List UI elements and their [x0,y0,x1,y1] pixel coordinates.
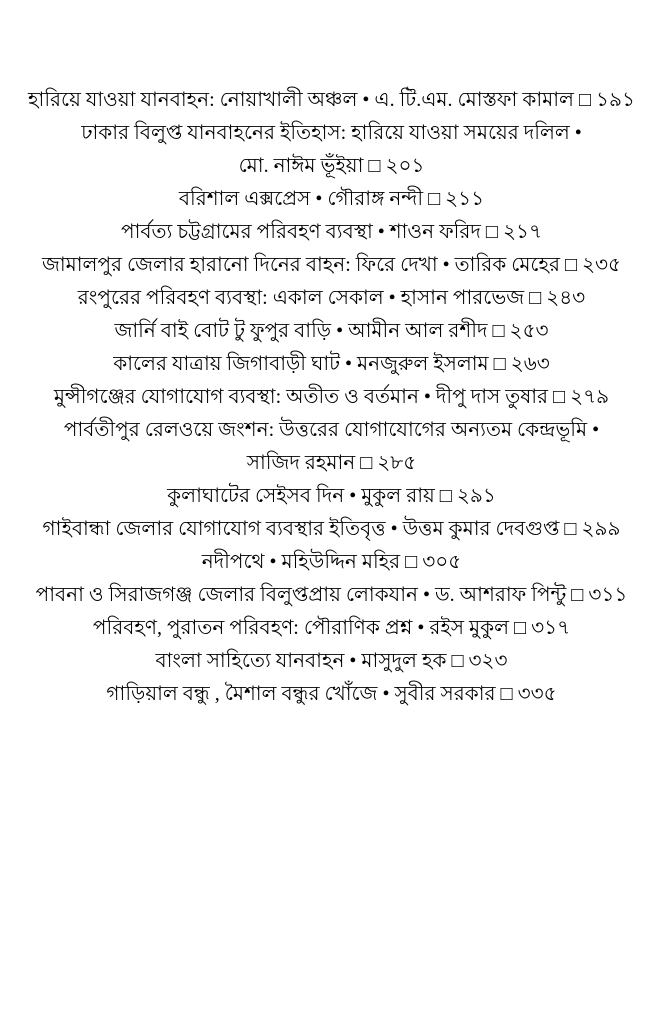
toc-line: বাংলা সাহিত্যে যানবাহন • মাসুদুল হক □ ৩২৩ [155,650,508,672]
toc-line: গাইবান্ধা জেলার যোগাযোগ ব্যবস্থার ইতিবৃত্ত • উত্তম কুমার দেবগুপ্ত □ ২৯৯ [42,518,621,540]
toc-line: হারিয়ে যাওয়া যানবাহন: নোয়াখালী অঞ্চল • এ. টি.এম. মোস্তফা কামাল □ ১৯১ [28,89,635,111]
toc-line: কালের যাত্রায় জিগাবাড়ী ঘাট • মনজুরুল ইসলাম □ ২৬৩ [113,353,550,375]
toc-line: পরিবহণ, পুরাতন পরিবহণ: পৌরাণিক প্রশ্ন • রইস মুকুল □ ৩১৭ [92,617,571,639]
toc-line: নদীপথে • মহিউদ্দিন মহির □ ৩০৫ [201,551,462,573]
toc-line: পার্বতীপুর রেলওয়ে জংশন: উত্তরের যোগাযোগের অন্যতম কেন্দ্রভূমি • [63,419,600,441]
toc-line: পাবনা ও সিরাজগঞ্জ জেলার বিলুপ্তপ্রায় লোকযান • ড. আশরাফ পিন্টু □ ৩১১ [35,584,628,606]
toc-line: ঢাকার বিলুপ্ত যানবাহনের ইতিহাস: হারিয়ে যাওয়া সময়ের দলিল • [81,122,582,144]
toc-line-continuation: মো. নাঈম ভূঁইয়া □ ২০১ [238,155,425,177]
toc-line: জামালপুর জেলার হারানো দিনের বাহন: ফিরে দেখা • তারিক মেহের □ ২৩৫ [41,254,622,276]
toc-line: পার্বত্য চট্টগ্রামের পরিবহণ ব্যবস্থা • শাওন ফরিদ □ ২১৭ [121,221,542,243]
toc-line: রংপুরের পরিবহণ ব্যবস্থা: একাল সেকাল • হাসান পারভেজ □ ২৪৩ [77,287,586,309]
toc-line: জার্নি বাই বোট টু ফুপুর বাড়ি • আমীন আল রশীদ □ ২৫৩ [114,320,549,342]
toc-line: বরিশাল এক্সপ্রেস • গৌরাঙ্গ নন্দী □ ২১১ [178,188,485,210]
toc-line: গাড়িয়াল বন্ধু , মৈশাল বন্ধুর খোঁজে • সুবীর সরকার □ ৩৩৫ [106,683,557,705]
toc-line: কুলাঘাটের সেইসব দিন • মুকুল রায় □ ২৯১ [167,485,496,507]
toc-line-continuation: সাজিদ রহমান □ ২৮৫ [246,452,417,474]
toc-block [0,84,663,711]
toc-line: মুন্সীগঞ্জের যোগাযোগ ব্যবস্থা: অতীত ও বর্তমান • দীপু দাস তুষার □ ২৭৯ [53,386,610,408]
